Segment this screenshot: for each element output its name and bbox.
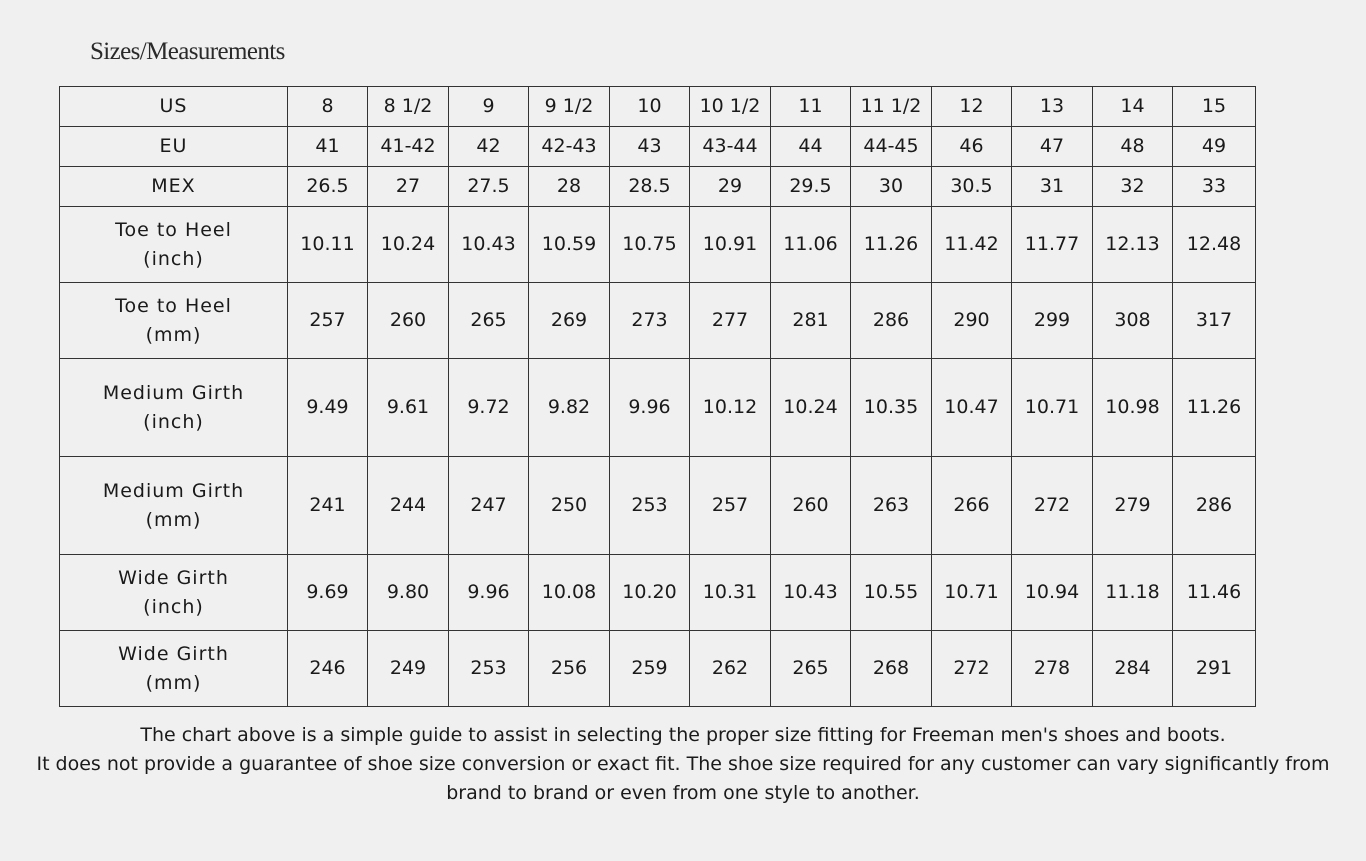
table-row: [60, 555, 1256, 631]
table-row: [60, 87, 1256, 127]
table-row: [60, 207, 1256, 283]
table-cell: 8 1/2: [368, 87, 449, 127]
table-cell: 10.24: [771, 359, 851, 457]
table-cell: 9.80: [368, 555, 449, 631]
table-cell: 10.47: [932, 359, 1012, 457]
table-cell: 247: [449, 457, 529, 555]
table-cell: 10.20: [610, 555, 690, 631]
row-label: [60, 283, 288, 359]
table-cell: 29.5: [771, 167, 851, 207]
row-label-line: Wide Girth: [118, 642, 229, 665]
table-cell: 28: [529, 167, 610, 207]
table-cell: 277: [690, 283, 771, 359]
table-cell: 33: [1173, 167, 1256, 207]
table-cell: 260: [368, 283, 449, 359]
table-cell: 11.46: [1173, 555, 1256, 631]
table-row: [60, 127, 1256, 167]
table-cell: 308: [1093, 283, 1173, 359]
table-cell: 10.91: [690, 207, 771, 283]
table-cell: 41-42: [368, 127, 449, 167]
row-label: [60, 555, 288, 631]
table-cell: 11 1/2: [851, 87, 932, 127]
table-row: [60, 167, 1256, 207]
table-cell: 48: [1093, 127, 1173, 167]
table-cell: 11.18: [1093, 555, 1173, 631]
row-label-line: (mm): [145, 508, 202, 531]
table-cell: 9.72: [449, 359, 529, 457]
table-row: [60, 359, 1256, 457]
table-cell: 256: [529, 631, 610, 707]
disclaimer-line: brand to brand or even from one style to another.: [446, 782, 920, 804]
table-cell: 13: [1012, 87, 1093, 127]
table-cell: 10.43: [449, 207, 529, 283]
table-cell: 250: [529, 457, 610, 555]
table-cell: 266: [932, 457, 1012, 555]
row-label-line: Toe to Heel: [115, 294, 232, 317]
row-label: [60, 457, 288, 555]
table-cell: 9.96: [449, 555, 529, 631]
table-cell: 10.98: [1093, 359, 1173, 457]
size-table: [59, 86, 1256, 707]
table-cell: 11.06: [771, 207, 851, 283]
size-table-body: [60, 87, 1256, 707]
table-cell: 41: [288, 127, 368, 167]
table-cell: 43: [610, 127, 690, 167]
table-cell: 27: [368, 167, 449, 207]
table-cell: 259: [610, 631, 690, 707]
table-cell: 253: [449, 631, 529, 707]
table-cell: 10.59: [529, 207, 610, 283]
table-cell: 9.61: [368, 359, 449, 457]
table-cell: 30.5: [932, 167, 1012, 207]
table-cell: 44-45: [851, 127, 932, 167]
table-cell: 10.55: [851, 555, 932, 631]
table-cell: 11.26: [1173, 359, 1256, 457]
table-cell: 12: [932, 87, 1012, 127]
table-cell: 10.11: [288, 207, 368, 283]
table-cell: 262: [690, 631, 771, 707]
table-cell: 281: [771, 283, 851, 359]
table-cell: 244: [368, 457, 449, 555]
table-cell: 27.5: [449, 167, 529, 207]
table-cell: 9.82: [529, 359, 610, 457]
table-cell: 253: [610, 457, 690, 555]
table-cell: 11.42: [932, 207, 1012, 283]
row-label-line: US: [159, 95, 188, 117]
table-row: [60, 283, 1256, 359]
table-cell: 317: [1173, 283, 1256, 359]
table-cell: 28.5: [610, 167, 690, 207]
table-cell: 29: [690, 167, 771, 207]
table-cell: 14: [1093, 87, 1173, 127]
table-row: [60, 631, 1256, 707]
row-label-line: EU: [159, 135, 188, 157]
table-cell: 43-44: [690, 127, 771, 167]
table-cell: 249: [368, 631, 449, 707]
table-cell: 8: [288, 87, 368, 127]
row-label-line: (inch): [143, 410, 204, 433]
table-cell: 10.31: [690, 555, 771, 631]
disclaimer-line: It does not provide a guarantee of shoe size conversion or exact fit. The shoe size required for any customer can vary significantly from: [36, 753, 1330, 775]
table-cell: 9.49: [288, 359, 368, 457]
row-label: [60, 87, 288, 127]
table-cell: 286: [1173, 457, 1256, 555]
table-cell: 10.71: [932, 555, 1012, 631]
disclaimer-note: [0, 721, 1366, 808]
row-label: [60, 359, 288, 457]
table-cell: 290: [932, 283, 1012, 359]
table-cell: 31: [1012, 167, 1093, 207]
row-label-line: (mm): [145, 323, 202, 346]
table-cell: 10.12: [690, 359, 771, 457]
table-cell: 273: [610, 283, 690, 359]
table-cell: 9 1/2: [529, 87, 610, 127]
table-cell: 10 1/2: [690, 87, 771, 127]
table-cell: 10.08: [529, 555, 610, 631]
table-cell: 9: [449, 87, 529, 127]
table-cell: 11.77: [1012, 207, 1093, 283]
table-cell: 291: [1173, 631, 1256, 707]
table-cell: 11: [771, 87, 851, 127]
table-cell: 286: [851, 283, 932, 359]
table-cell: 47: [1012, 127, 1093, 167]
table-cell: 241: [288, 457, 368, 555]
row-label-line: (inch): [143, 247, 204, 270]
table-cell: 279: [1093, 457, 1173, 555]
row-label-line: Wide Girth: [118, 566, 229, 589]
row-label: [60, 167, 288, 207]
table-cell: 44: [771, 127, 851, 167]
table-cell: 32: [1093, 167, 1173, 207]
table-cell: 284: [1093, 631, 1173, 707]
table-cell: 10.43: [771, 555, 851, 631]
table-cell: 260: [771, 457, 851, 555]
row-label: [60, 207, 288, 283]
page-title: Sizes/Measurements: [90, 38, 285, 65]
table-cell: 272: [932, 631, 1012, 707]
table-cell: 42-43: [529, 127, 610, 167]
table-cell: 9.96: [610, 359, 690, 457]
table-cell: 246: [288, 631, 368, 707]
row-label: [60, 127, 288, 167]
table-cell: 12.48: [1173, 207, 1256, 283]
table-cell: 10: [610, 87, 690, 127]
table-cell: 10.75: [610, 207, 690, 283]
table-cell: 12.13: [1093, 207, 1173, 283]
table-cell: 11.26: [851, 207, 932, 283]
table-cell: 272: [1012, 457, 1093, 555]
table-cell: 257: [690, 457, 771, 555]
table-row: [60, 457, 1256, 555]
table-cell: 265: [449, 283, 529, 359]
table-cell: 30: [851, 167, 932, 207]
table-cell: 49: [1173, 127, 1256, 167]
table-cell: 26.5: [288, 167, 368, 207]
table-cell: 299: [1012, 283, 1093, 359]
table-cell: 42: [449, 127, 529, 167]
row-label: [60, 631, 288, 707]
table-cell: 10.71: [1012, 359, 1093, 457]
table-cell: 268: [851, 631, 932, 707]
row-label-line: Toe to Heel: [115, 218, 232, 241]
table-cell: 269: [529, 283, 610, 359]
table-cell: 278: [1012, 631, 1093, 707]
table-cell: 265: [771, 631, 851, 707]
table-cell: 263: [851, 457, 932, 555]
table-cell: 10.24: [368, 207, 449, 283]
table-cell: 257: [288, 283, 368, 359]
row-label-line: MEX: [151, 175, 196, 197]
row-label-line: Medium Girth: [102, 479, 245, 502]
row-label-line: Medium Girth: [102, 381, 245, 404]
table-cell: 10.94: [1012, 555, 1093, 631]
row-label-line: (mm): [145, 671, 202, 694]
table-cell: 15: [1173, 87, 1256, 127]
disclaimer-line: The chart above is a simple guide to assist in selecting the proper size fitting for Freeman men's shoes and boots.: [140, 724, 1226, 746]
table-cell: 46: [932, 127, 1012, 167]
table-cell: 10.35: [851, 359, 932, 457]
table-cell: 9.69: [288, 555, 368, 631]
row-label-line: (inch): [143, 595, 204, 618]
